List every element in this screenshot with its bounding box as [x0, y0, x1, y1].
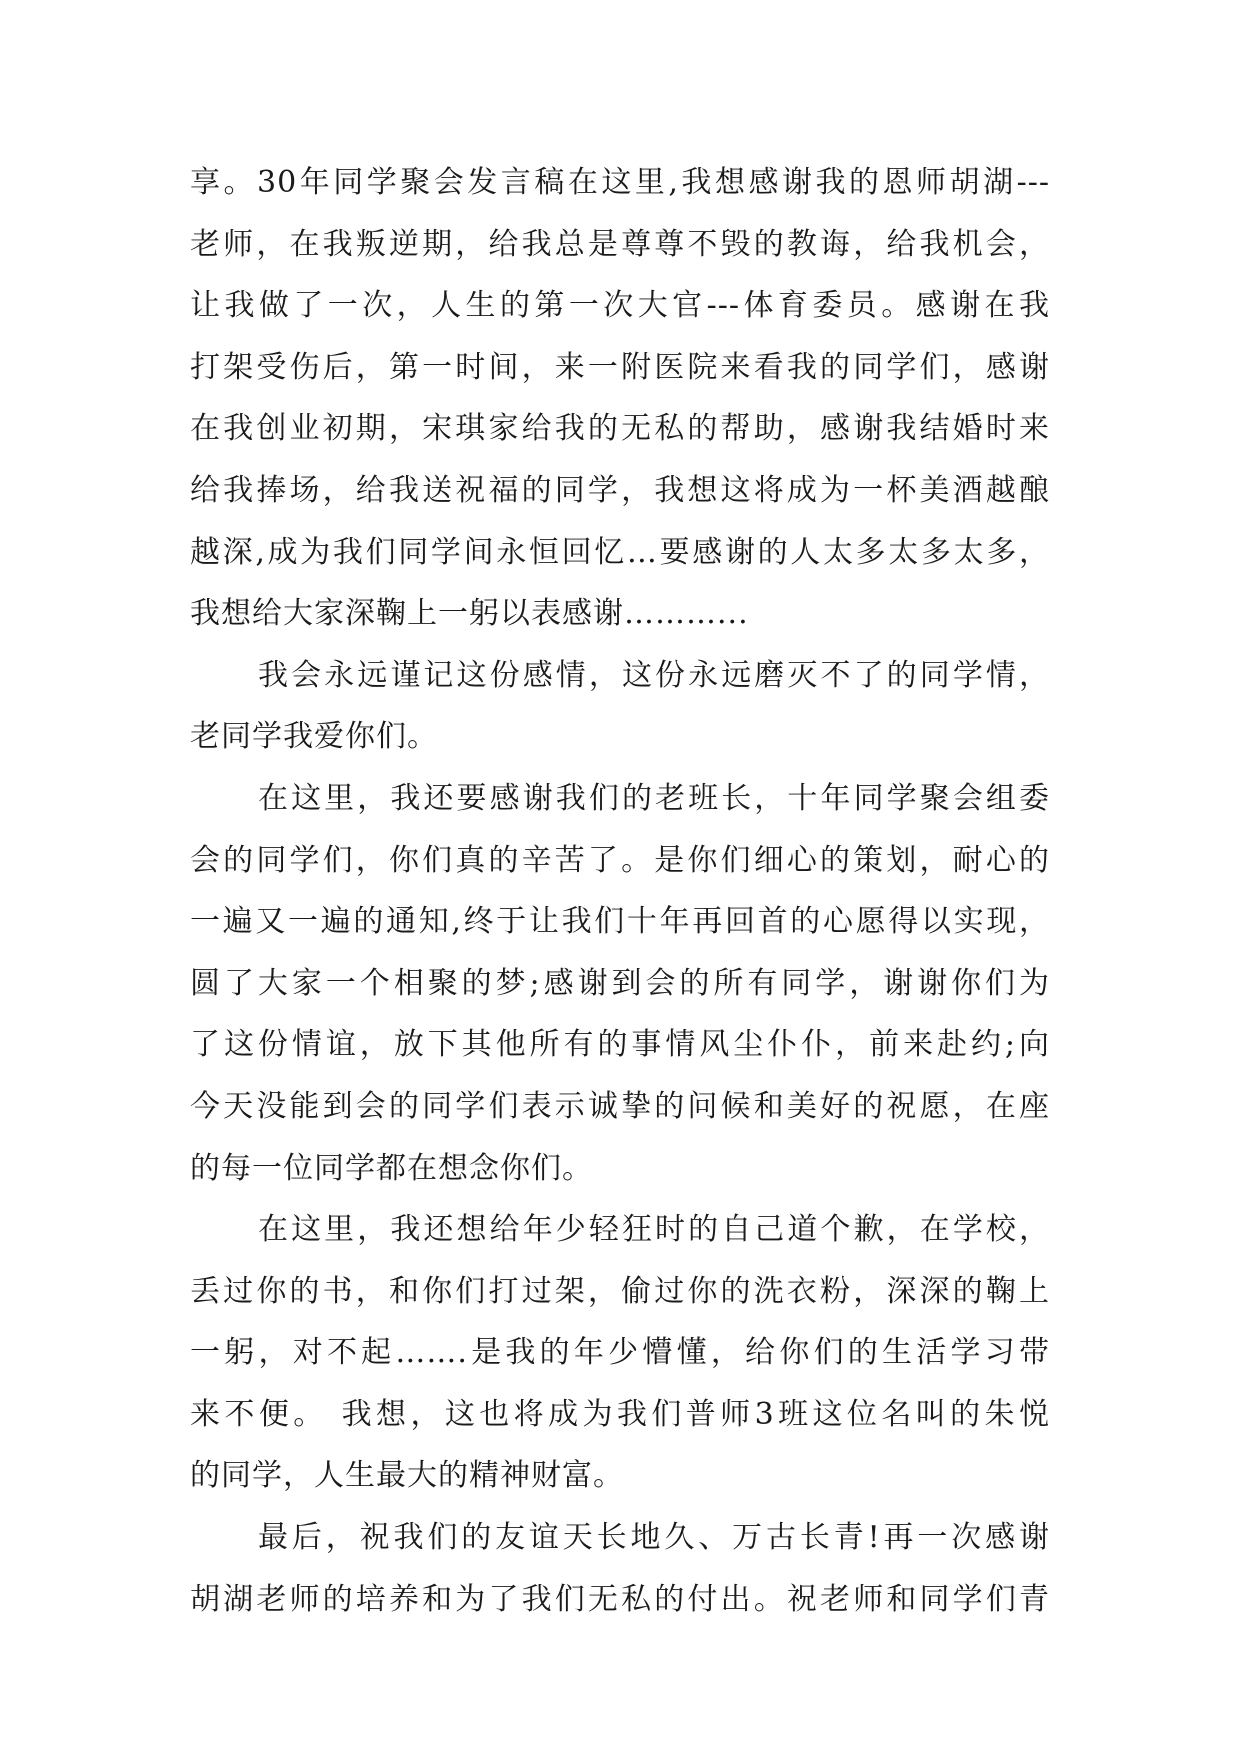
text-line: 一躬，对不起…….是我的年少懵懂，给你们的生活学习带 — [190, 1335, 1050, 1371]
text-line: 在这里，我还想给年少轻狂时的自己道个歉，在学校， — [258, 1212, 1050, 1248]
text-line: 老同学我爱你们。 — [190, 719, 438, 755]
paragraph-1 — [190, 152, 1050, 645]
text-line: 我会永远谨记这份感情，这份永远磨灭不了的同学情， — [258, 657, 1050, 693]
text-line: 的每一位同学都在想念你们。 — [190, 1150, 593, 1186]
text-line: 让我做了一次，人生的第一次大官---体育委员。感谢在我 — [190, 288, 1050, 324]
text-line: 一遍又一遍的通知,终于让我们十年再回首的心愿得以实现， — [190, 904, 1050, 940]
text-line: 的同学，人生最大的精神财富。 — [190, 1458, 624, 1494]
paragraph-2 — [190, 645, 1050, 768]
text-line: 打架受伤后，第一时间，来一附医院来看我的同学们，感谢 — [190, 349, 1050, 385]
text-line: 丢过你的书，和你们打过架，偷过你的洗衣粉，深深的鞠上 — [190, 1273, 1050, 1309]
text-line: 给我捧场，给我送祝福的同学，我想这将成为一杯美酒越酿 — [190, 472, 1050, 508]
text-line: 最后，祝我们的友谊天长地久、万古长青!再一次感谢 — [258, 1520, 1050, 1556]
text-line: 今天没能到会的同学们表示诚挚的问候和美好的祝愿，在座 — [190, 1088, 1050, 1124]
text-line: 越深,成为我们同学间永恒回忆…要感谢的人太多太多太多， — [190, 534, 1050, 570]
paragraph-5 — [190, 1507, 1050, 1630]
text-line: 了这份情谊，放下其他所有的事情风尘仆仆，前来赴约;向 — [190, 1027, 1050, 1063]
paragraph-4 — [190, 1199, 1050, 1507]
text-line: 胡湖老师的培养和为了我们无私的付出。祝老师和同学们青 — [190, 1581, 1050, 1617]
text-line: 在我创业初期，宋琪家给我的无私的帮助，感谢我结婚时来 — [190, 411, 1050, 447]
text-line: 在这里，我还要感谢我们的老班长，十年同学聚会组委 — [258, 780, 1050, 816]
text-line: 圆了大家一个相聚的梦;感谢到会的所有同学，谢谢你们为 — [190, 965, 1050, 1001]
document-body — [190, 152, 1050, 1630]
text-line: 来不便。 我想，这也将成为我们普师3班这位名叫的朱悦 — [190, 1396, 1050, 1432]
text-line: 我想给大家深鞠上一躬以表感谢………... — [190, 596, 749, 632]
paragraph-3 — [190, 768, 1050, 1199]
text-line: 老师，在我叛逆期，给我总是尊尊不毁的教诲，给我机会， — [190, 226, 1050, 262]
text-line: 会的同学们，你们真的辛苦了。是你们细心的策划，耐心的 — [190, 842, 1050, 878]
text-line: 享。30年同学聚会发言稿在这里,我想感谢我的恩师胡湖--- — [190, 165, 1050, 200]
